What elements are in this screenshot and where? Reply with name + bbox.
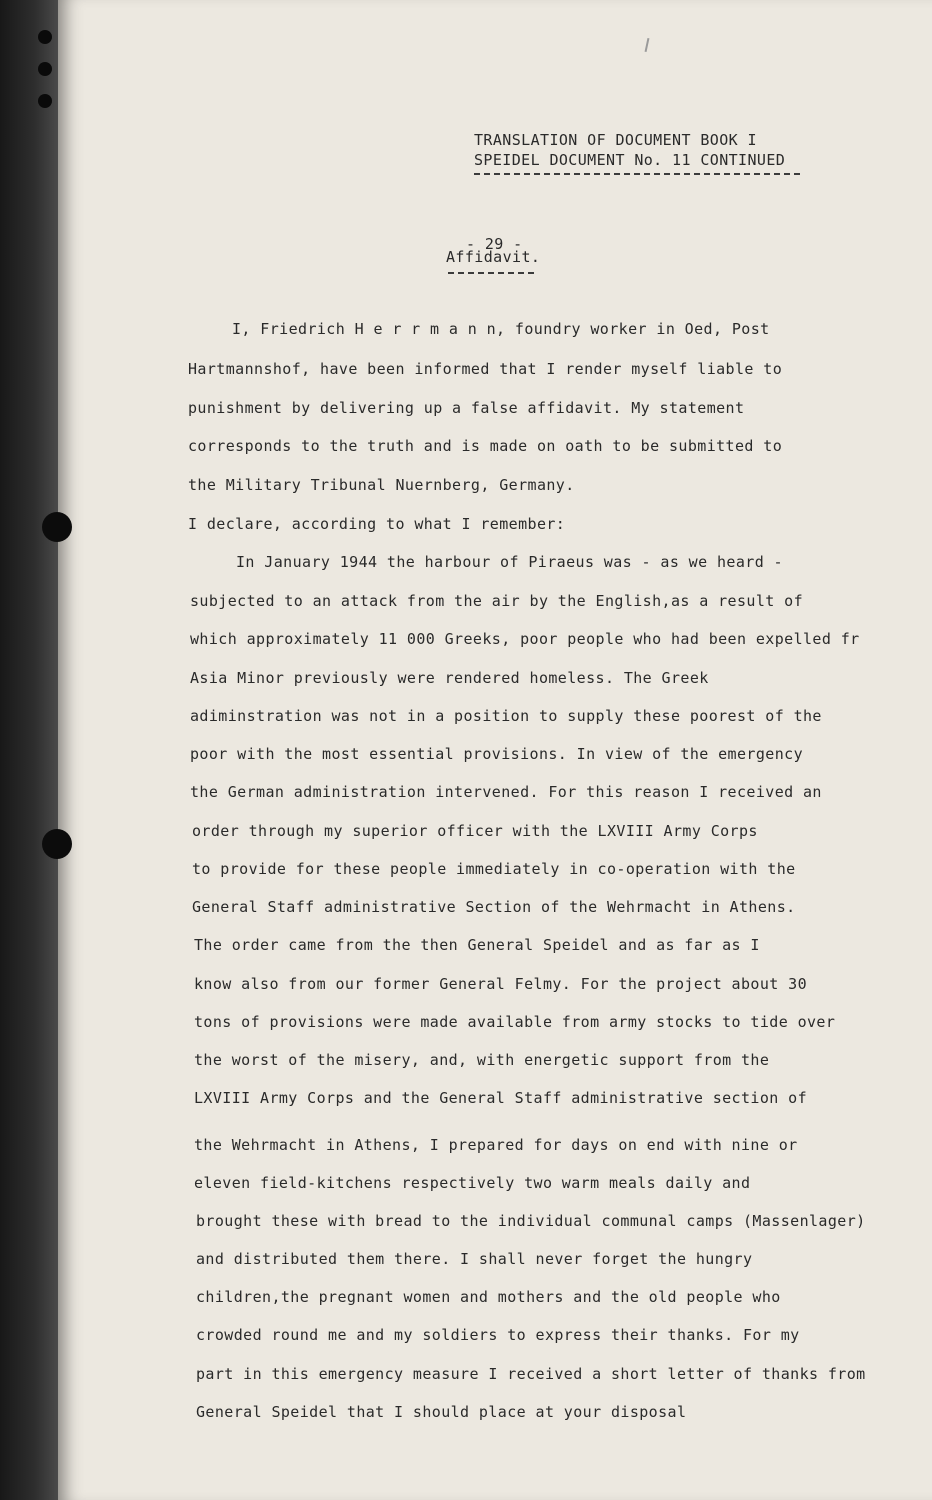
body-line: adiminstration was not in a position to supply these poorest of the: [190, 707, 822, 725]
body-line: Hartmannshof, have been informed that I render myself liable to: [188, 360, 783, 378]
title-underline: [448, 272, 534, 274]
body-line: LXVIII Army Corps and the General Staff administrative section of: [194, 1089, 807, 1107]
document-title: Affidavit.: [446, 248, 541, 266]
body-line: the German administration intervened. For this reason I received an: [190, 783, 822, 801]
body-line: General Speidel that I should place at your disposal: [196, 1403, 687, 1421]
punch-hole-icon: [42, 829, 72, 859]
binding-hole-icon: [38, 94, 52, 108]
body-line: tons of provisions were made available from army stocks to tide over: [194, 1013, 836, 1031]
binding-hole-icon: [38, 62, 52, 76]
binding-hole-icon: [38, 30, 52, 44]
body-line: crowded round me and my soldiers to express their thanks. For my: [196, 1326, 800, 1344]
body-line: part in this emergency measure I received a short letter of thanks from: [196, 1365, 866, 1383]
body-line: General Staff administrative Section of the Wehrmacht in Athens.: [192, 898, 796, 916]
body-line: In January 1944 the harbour of Piraeus was - as we heard -: [236, 553, 783, 571]
body-line: which approximately 11 000 Greeks, poor people who had been expelled fr: [190, 630, 860, 648]
header-line-2: SPEIDEL DOCUMENT No. 11 CONTINUED: [474, 151, 786, 169]
body-line: the Military Tribunal Nuernberg, Germany.: [188, 476, 575, 494]
body-line: and distributed them there. I shall never forget the hungry: [196, 1250, 753, 1268]
binding-strip: [0, 0, 58, 1500]
body-line: Asia Minor previously were rendered homeless. The Greek: [190, 669, 709, 687]
body-line: to provide for these people immediately in co-operation with the: [192, 860, 796, 878]
punch-hole-icon: [42, 512, 72, 542]
body-line: know also from our former General Felmy. For the project about 30: [194, 975, 807, 993]
body-line: corresponds to the truth and is made on oath to be submitted to: [188, 437, 783, 455]
body-line: the Wehrmacht in Athens, I prepared for days on end with nine or: [194, 1136, 798, 1154]
body-line: punishment by delivering up a false affidavit. My statement: [188, 399, 745, 417]
body-line: I declare, according to what I remember:: [188, 515, 566, 533]
body-line: The order came from the then General Speidel and as far as I: [194, 936, 760, 954]
header-divider: [474, 173, 800, 175]
body-line: order through my superior officer with the LXVIII Army Corps: [192, 822, 758, 840]
body-line: the worst of the misery, and, with energetic support from the: [194, 1051, 770, 1069]
body-line: I, Friedrich H e r r m a n n, foundry worker in Oed, Post: [232, 320, 770, 338]
body-line: eleven field-kitchens respectively two warm meals daily and: [194, 1174, 751, 1192]
document-header: [474, 130, 785, 170]
body-line: subjected to an attack from the air by the English,as a result of: [190, 592, 803, 610]
header-line-1: TRANSLATION OF DOCUMENT BOOK I: [474, 131, 757, 149]
body-line: poor with the most essential provisions. In view of the emergency: [190, 745, 803, 763]
body-line: children,the pregnant women and mothers and the old people who: [196, 1288, 781, 1306]
page-number: - 29 -: [466, 235, 523, 253]
body-line: brought these with bread to the individual communal camps (Massenlager): [196, 1212, 866, 1230]
